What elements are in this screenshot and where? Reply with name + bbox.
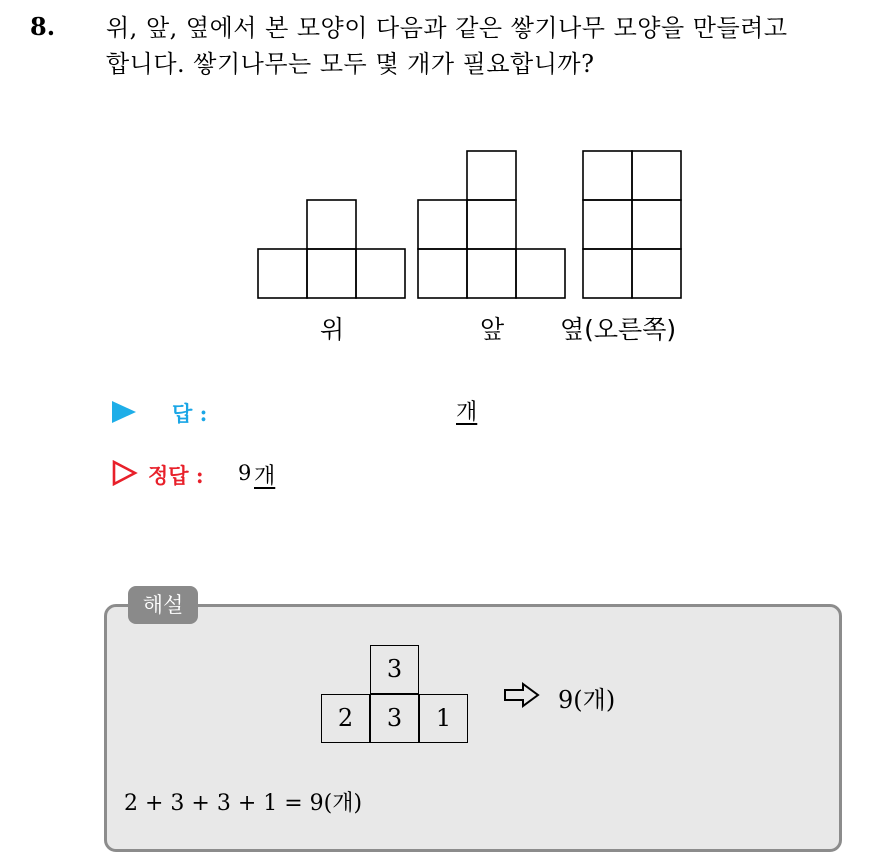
correct-value: 9 <box>238 461 252 485</box>
correct-unit: 개 <box>254 464 276 489</box>
count-cell-middle: 3 <box>370 694 419 743</box>
count-cell-left: 2 <box>321 694 370 743</box>
front-view <box>418 151 565 298</box>
right-arrow-icon <box>503 682 541 708</box>
correct-label: 정답 : <box>148 463 204 488</box>
explanation-result: 9(개) <box>558 686 616 714</box>
question-number: 8. <box>30 12 56 41</box>
front-view-label: 앞 <box>480 315 505 344</box>
count-cell-top: 3 <box>370 645 419 694</box>
answer-unit: 개 <box>456 400 478 425</box>
explanation-tag: 해설 <box>128 586 198 624</box>
explanation-formula: 2 + 3 + 3 + 1 = 9(개) <box>124 791 363 816</box>
count-cell-right: 1 <box>419 694 468 743</box>
side-view-label: 옆(오른쪽) <box>560 315 677 344</box>
question-line-1: 위, 앞, 옆에서 본 모양이 다음과 같은 쌓기나무 모양을 만들려고 <box>106 14 788 42</box>
views-figure <box>0 0 884 400</box>
top-view <box>258 200 405 298</box>
answer-label: 답 : <box>172 401 208 426</box>
answer-triangle-icon <box>112 401 136 423</box>
side-view <box>583 151 681 298</box>
correct-triangle-icon <box>112 460 138 486</box>
question-line-2: 합니다. 쌓기나무는 모두 몇 개가 필요합니까? <box>106 50 595 78</box>
top-view-label: 위 <box>320 315 345 344</box>
